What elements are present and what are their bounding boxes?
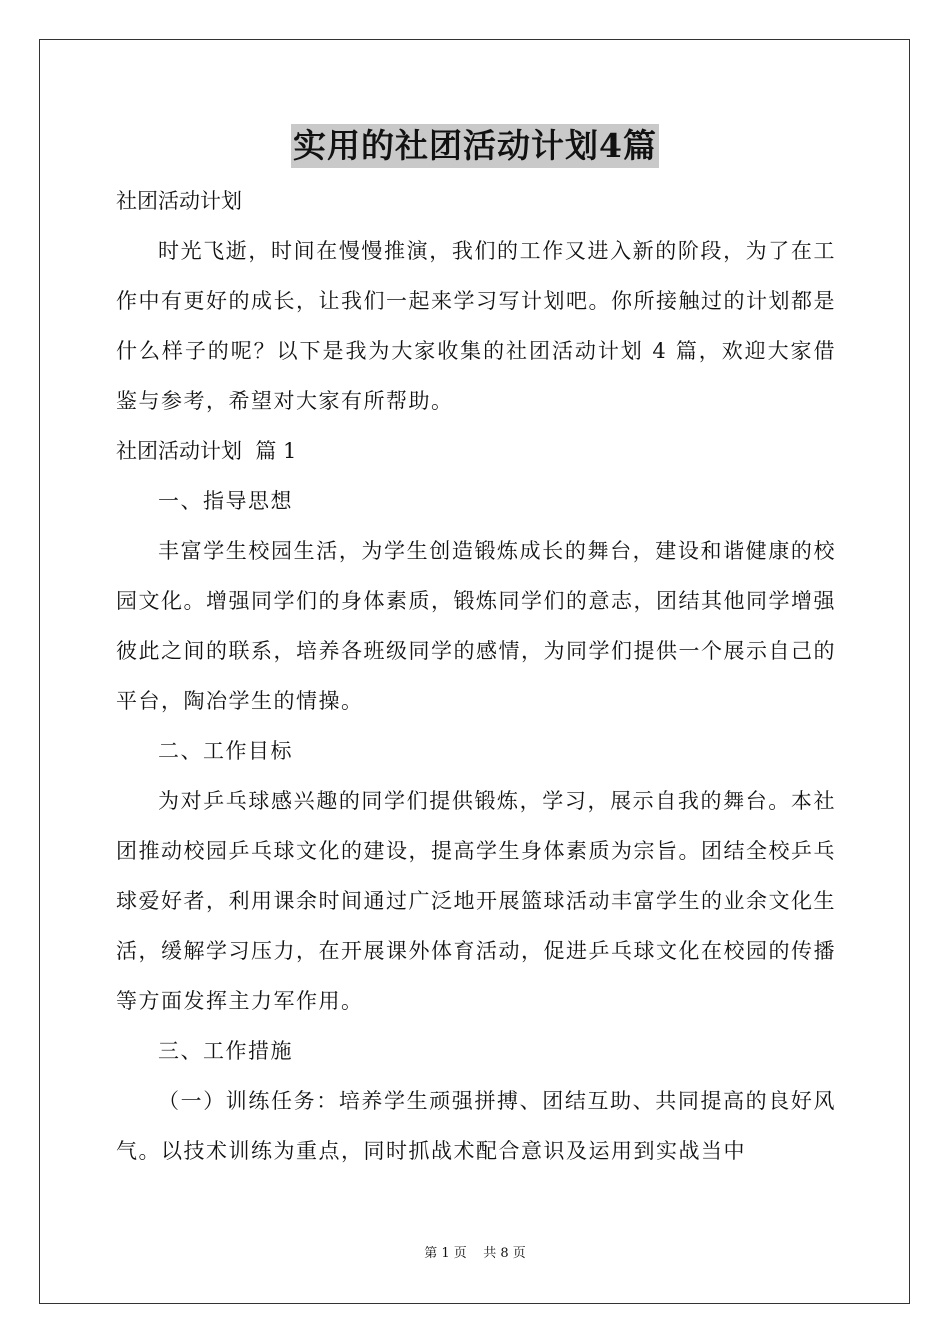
part3-paragraph: （一）训练任务：培养学生顽强拼搏、团结互助、共同提高的良好风气。以技术训练为重点，同时抓战术配合意识及运用到实战当中 xyxy=(116,1089,836,1163)
part2-heading: 二、工作目标 xyxy=(158,739,293,763)
part1-paragraph: 丰富学生校园生活，为学生创造锻炼成长的舞台，建设和谐健康的校园文化。增强同学们的身体素质，锻炼同学们的意志，团结其他同学增强彼此之间的联系，培养各班级同学的感情，为同学们提供一个展示自己的平台，陶冶学生的情操。 xyxy=(116,539,836,713)
page-footer xyxy=(0,1244,950,1264)
title-container xyxy=(0,124,950,168)
document-title: 实用的社团活动计划4篇 xyxy=(291,124,659,168)
document-body xyxy=(116,176,836,1176)
page-number: 第 1 页 共 8 页 xyxy=(424,1246,526,1261)
intro-heading: 社团活动计划 xyxy=(116,189,242,213)
part2-paragraph: 为对乒乓球感兴趣的同学们提供锻炼，学习，展示自我的舞台。本社团推动校园乒乓球文化的建设，提高学生身体素质为宗旨。团结全校乒乓球爱好者，利用课余时间通过广泛地开展篮球活动丰富学生的业余文化生活，缓解学习压力，在开展课外体育活动，促进乒乓球文化在校园的传播等方面发挥主力军作用。 xyxy=(116,789,836,1013)
intro-paragraph: 时光飞逝，时间在慢慢推演，我们的工作又进入新的阶段，为了在工作中有更好的成长，让我们一起来学习写计划吧。你所接触过的计划都是什么样子的呢？以下是我为大家收集的社团活动计划 4 篇，欢迎大家借鉴与参考，希望对大家有所帮助。 xyxy=(116,239,836,413)
part1-heading: 一、指导思想 xyxy=(158,489,293,513)
part3-heading: 三、工作措施 xyxy=(158,1039,293,1063)
section-heading: 社团活动计划 篇 1 xyxy=(116,439,297,463)
